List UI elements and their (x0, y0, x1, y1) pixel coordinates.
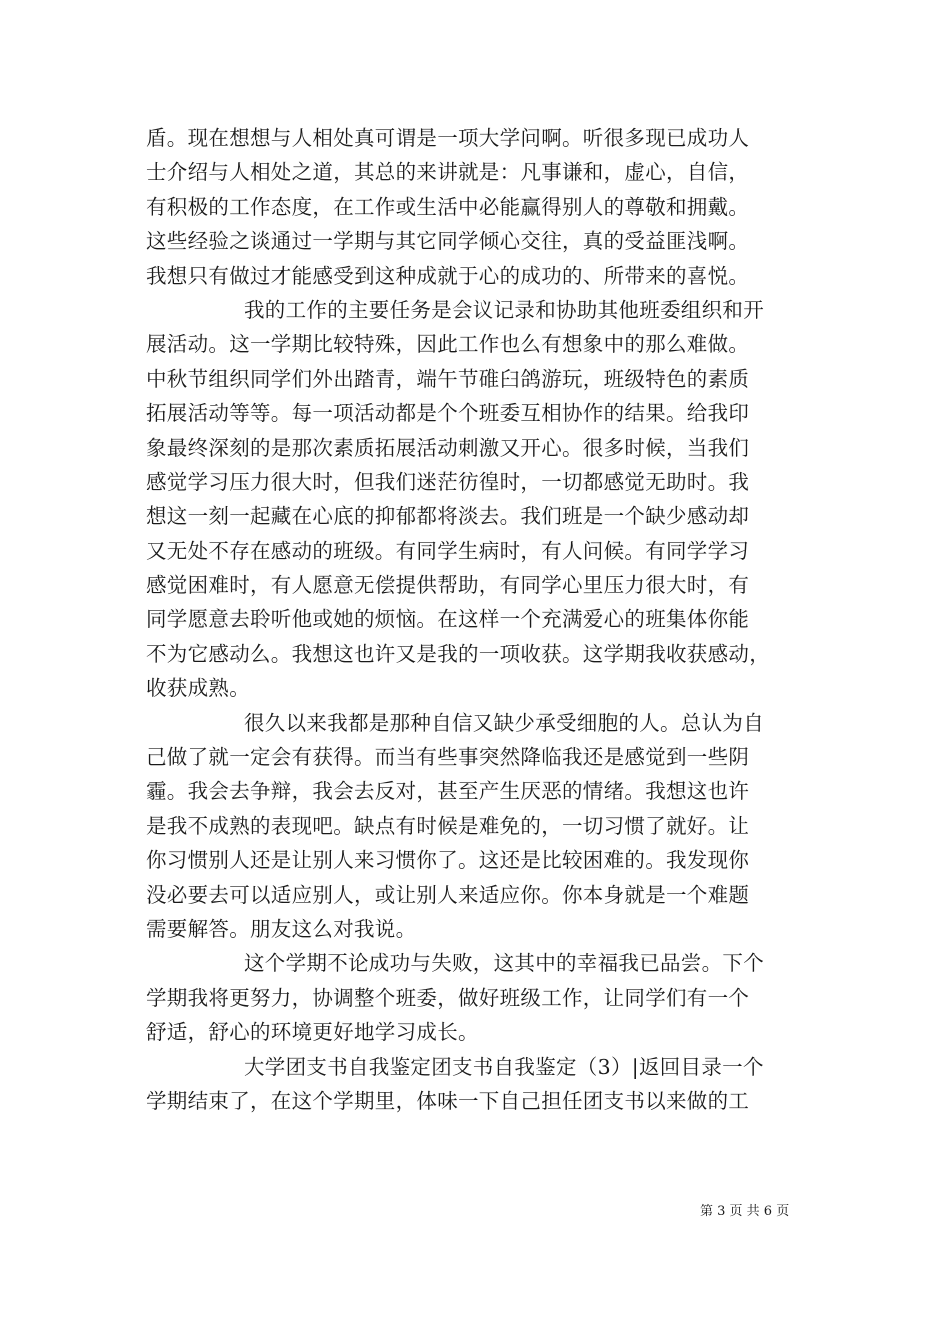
paragraph-1 (146, 121, 826, 293)
text-line: 学期结束了，在这个学期里，体味一下自己担任团支书以来做的工 (146, 1088, 750, 1113)
text-line: 盾。现在想想与人相处真可谓是一项大学问啊。听很多现已成功人 (146, 126, 750, 150)
text-line: 这些经验之谈通过一学期与其它同学倾心交往，真的受益匪浅啊。 (146, 229, 750, 254)
text-line: 舒适，舒心的环境更好地学习成长。 (146, 1020, 479, 1045)
text-line: 大学团支书自我鉴定团支书自我鉴定（3）|返回目录一个 (244, 1054, 764, 1079)
text-line: 学期我将更努力，协调整个班委，做好班级工作，让同学们有一个 (146, 985, 750, 1010)
text-line: 收获成熟。 (146, 676, 250, 701)
text-line: 拓展活动等等。每一项活动都是个个班委互相协作的结果。给我印 (146, 401, 750, 426)
text-line: 有积极的工作态度，在工作或生活中必能赢得别人的尊敬和拥戴。 (146, 194, 750, 219)
text-line: 这个学期不论成功与失败，这其中的幸福我已品尝。下个 (244, 951, 764, 976)
text-line: 需要解答。朋友这么对我说。 (146, 916, 417, 941)
text-line: 感觉困难时，有人愿意无偿提供帮助，有同学心里压力很大时，有 (146, 573, 750, 598)
body-text (146, 121, 826, 1118)
text-line: 想这一刻一起藏在心底的抑郁都将淡去。我们班是一个缺少感动却 (146, 504, 750, 529)
text-line: 中秋节组织同学们外出踏青，端午节碓臼鸽游玩，班级特色的素质 (146, 366, 750, 391)
text-line: 没必要去可以适应别人，或让别人来适应你。你本身就是一个难题 (146, 882, 750, 907)
text-line: 象最终深刻的是那次素质拓展活动刺激又开心。很多时候，当我们 (146, 435, 750, 460)
text-line: 霾。我会去争辩，我会去反对，甚至产生厌恶的情绪。我想这也许 (146, 779, 750, 804)
text-line: 感觉学习压力很大时，但我们迷茫彷徨时，一切都感觉无助时。我 (146, 469, 750, 494)
paragraph-3 (146, 706, 826, 947)
paragraph-4 (146, 946, 826, 1049)
text-line: 我想只有做过才能感受到这种成就于心的成功的、所带来的喜悦。 (146, 263, 750, 288)
text-line: 很久以来我都是那种自信又缺少承受细胞的人。总认为自 (244, 710, 764, 735)
text-line: 又无处不存在感动的班级。有同学生病时，有人问候。有同学学习 (146, 538, 750, 563)
text-line: 是我不成熟的表现吧。缺点有时候是难免的，一切习惯了就好。让 (146, 813, 750, 838)
paragraph-5 (146, 1050, 826, 1119)
text-line: 己做了就一定会有获得。而当有些事突然降临我还是感觉到一些阴 (146, 745, 750, 770)
text-line: 我的工作的主要任务是会议记录和协助其他班委组织和开 (244, 297, 764, 322)
text-line: 同学愿意去聆听他或她的烦恼。在这样一个充满爱心的班集体你能 (146, 607, 750, 632)
text-line: 不为它感动么。我想这也许又是我的一项收获。这学期我收获感动， (146, 641, 770, 666)
paragraph-2 (146, 293, 826, 706)
text-line: 展活动。这一学期比较特殊，因此工作也么有想象中的那么难做。 (146, 332, 750, 357)
text-line: 你习惯别人还是让别人来习惯你了。这还是比较困难的。我发现你 (146, 848, 750, 873)
text-line: 士介绍与人相处之道，其总的来讲就是：凡事谦和，虚心，自信， (146, 160, 750, 185)
page-number-footer: 第 3 页 共 6 页 (700, 1204, 790, 1219)
